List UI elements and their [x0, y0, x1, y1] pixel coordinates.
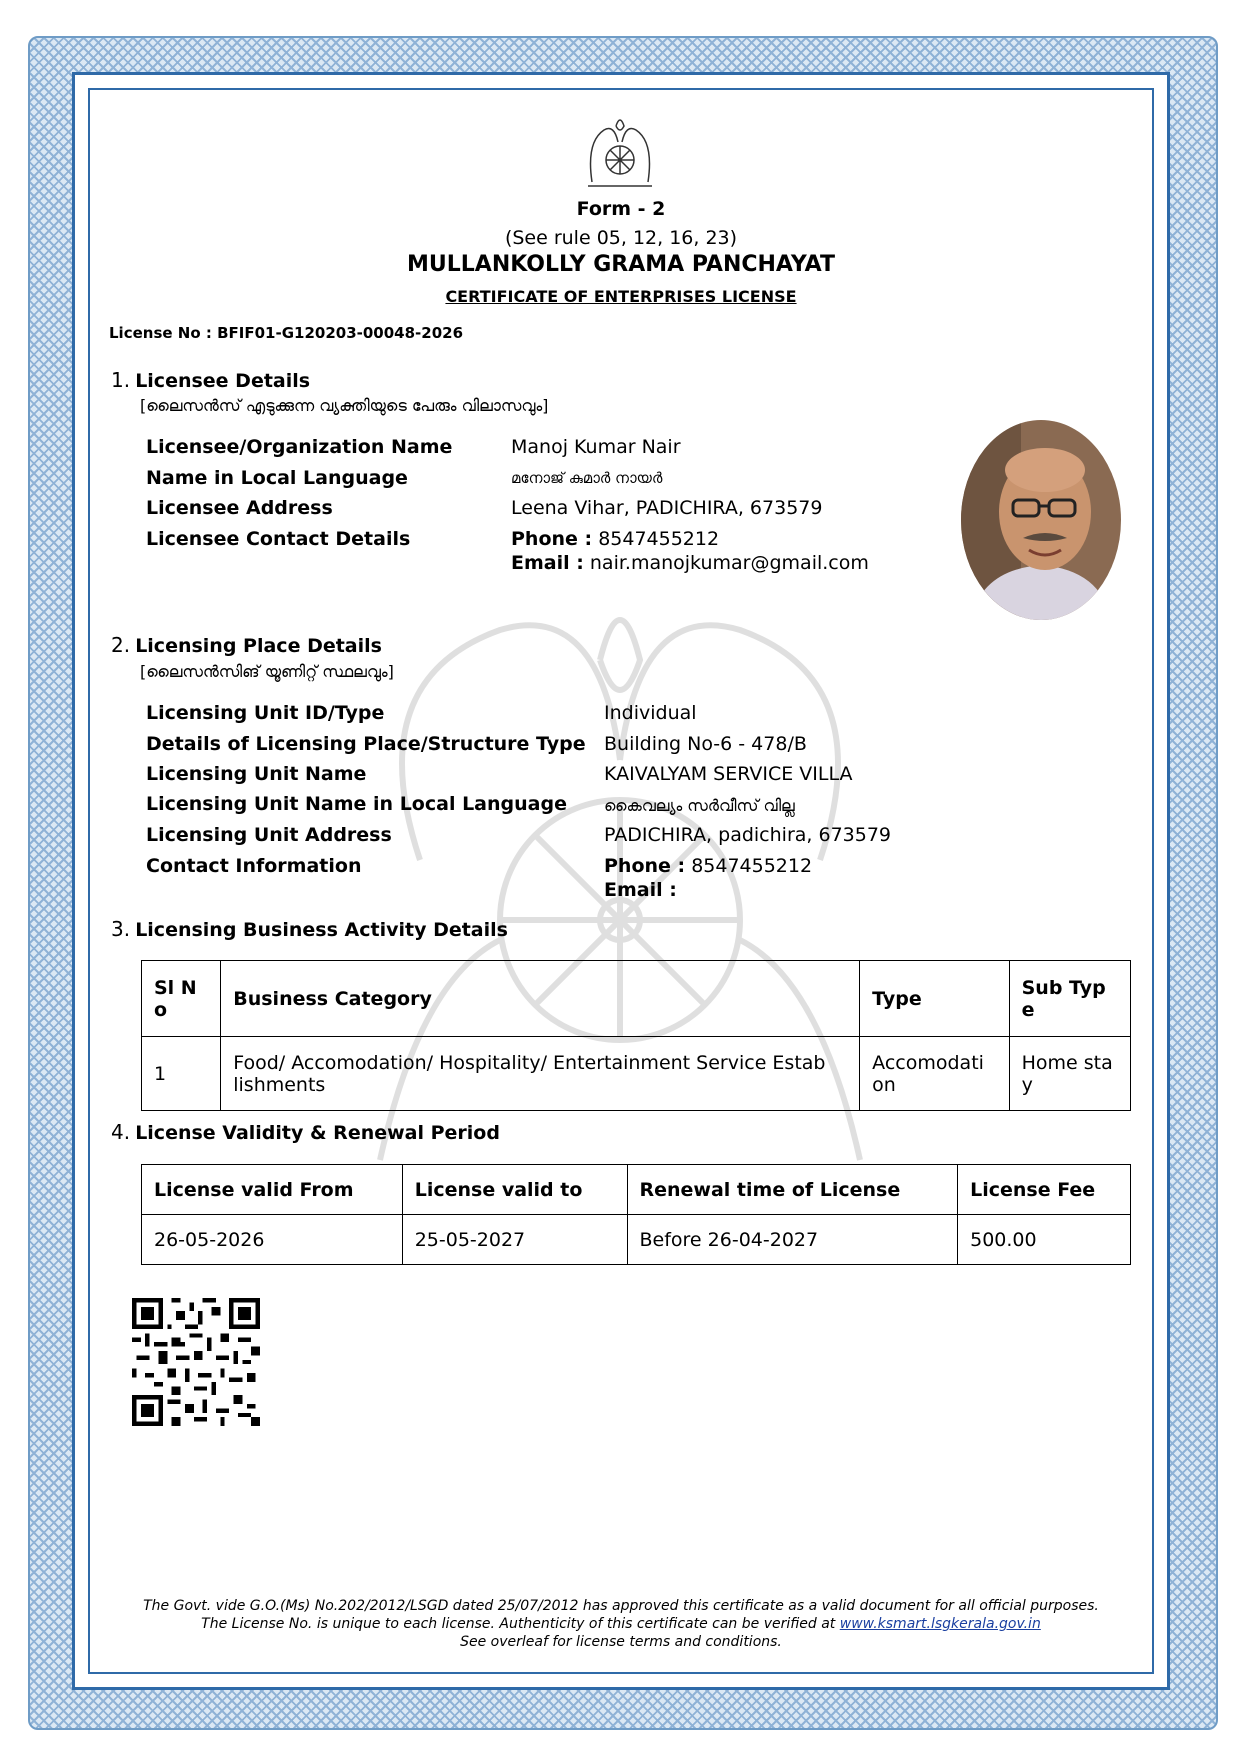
unit-name-label: Licensing Unit Name [146, 763, 367, 785]
license-number-label: License No : [109, 324, 212, 342]
panchayat-name: MULLANKOLLY GRAMA PANCHAYAT [407, 252, 835, 277]
license-number [109, 324, 463, 342]
section-activity-heading: 3. Licensing Business Activity Details [111, 917, 508, 941]
section-place-details-heading: 2. Licensing Place Details [111, 633, 382, 657]
col-valid-from: License valid From [142, 1165, 403, 1215]
section-validity-heading: 4. License Validity & Renewal Period [111, 1120, 500, 1144]
cell-valid-to: 25-05-2027 [402, 1215, 627, 1265]
validity-table-header [142, 1165, 1131, 1215]
licensee-name-value: Manoj Kumar Nair [511, 436, 681, 458]
unit-email-label: Email : [604, 879, 677, 901]
unit-type-label: Licensing Unit ID/Type [146, 702, 385, 724]
unit-type-value: Individual [604, 702, 697, 724]
licensee-address-label: Licensee Address [146, 497, 333, 519]
cell-valid-from: 26-05-2026 [142, 1215, 403, 1265]
licensee-photo [961, 420, 1121, 620]
table-row [142, 1037, 1131, 1111]
rule-reference: (See rule 05, 12, 16, 23) [504, 227, 738, 249]
licensee-email: Email : nair.manojkumar@gmail.com [511, 552, 869, 574]
cell-business-category: Food/ Accomodation/ Hospitality/ Entertainment Service Estab lishments [221, 1037, 860, 1111]
footer-govt-order: The Govt. vide G.O.(Ms) No.202/2012/LSGD dated 25/07/2012 has approved this certificate as a valid document for all official purposes. [143, 1598, 1099, 1614]
licensee-phone: Phone : 8547455212 [511, 528, 720, 550]
local-name-value: മനോജ് കുമാർ നായർ [511, 469, 663, 487]
footer-verification: The License No. is unique to each license. Authenticity of this certificate can be verified at www.ksmart.lsgkerala.gov.in [201, 1616, 1041, 1632]
col-subtype: Sub Typ e [1009, 961, 1130, 1037]
unit-local-name-label: Licensing Unit Name in Local Language [146, 793, 567, 815]
licensee-address-value: Leena Vihar, PADICHIRA, 673579 [511, 497, 823, 519]
structure-type-value: Building No-6 - 478/B [604, 733, 807, 755]
kerala-emblem-icon [580, 112, 660, 192]
local-name-label: Name in Local Language [146, 467, 408, 489]
validity-table [141, 1164, 1131, 1265]
col-slno: Sl N o [142, 961, 221, 1037]
unit-name-value: KAIVALYAM SERVICE VILLA [604, 763, 853, 785]
cell-subtype: Home sta y [1009, 1037, 1130, 1111]
col-renewal-time: Renewal time of License [627, 1165, 958, 1215]
verification-link[interactable]: www.ksmart.lsgkerala.gov.in [839, 1616, 1041, 1632]
certificate-title: CERTIFICATE OF ENTERPRISES LICENSE [445, 287, 797, 306]
cell-license-fee: 500.00 [958, 1215, 1131, 1265]
unit-address-label: Licensing Unit Address [146, 824, 392, 846]
activity-table [141, 960, 1131, 1111]
licensee-contact-label: Licensee Contact Details [146, 528, 411, 550]
table-row [142, 1215, 1131, 1265]
col-business-category: Business Category [221, 961, 860, 1037]
cell-renewal-time: Before 26-04-2027 [627, 1215, 958, 1265]
unit-address-value: PADICHIRA, padichira, 673579 [604, 824, 892, 846]
qr-code-icon [132, 1298, 260, 1426]
section-licensee-subtitle: [ലൈസൻസ് എടുക്കുന്ന വ്യക്തിയുടെ പേരും വിലാസവും] [140, 396, 549, 415]
structure-type-label: Details of Licensing Place/Structure Type [146, 733, 586, 755]
cell-type: Accomodati on [860, 1037, 1009, 1111]
section-licensee-details-heading: 1. Licensee Details [111, 368, 311, 392]
col-valid-to: License valid to [402, 1165, 627, 1215]
footer-terms: See overleaf for license terms and conditions. [460, 1634, 782, 1650]
licensee-name-label: Licensee/Organization Name [146, 436, 453, 458]
col-type: Type [860, 961, 1009, 1037]
cell-slno: 1 [142, 1037, 221, 1111]
unit-local-name-value: കൈവല്യം സർവീസ് വില്ല [604, 796, 795, 815]
section-place-subtitle: [ലൈസൻസിങ് യൂണിറ്റ് സ്ഥലവും] [140, 662, 394, 681]
form-number: Form - 2 [576, 198, 666, 220]
license-number-value: BFIF01-G120203-00048-2026 [217, 324, 464, 342]
unit-phone: Phone : 8547455212 [604, 855, 813, 877]
activity-table-header [142, 961, 1131, 1037]
col-license-fee: License Fee [958, 1165, 1131, 1215]
contact-info-label: Contact Information [146, 855, 362, 877]
